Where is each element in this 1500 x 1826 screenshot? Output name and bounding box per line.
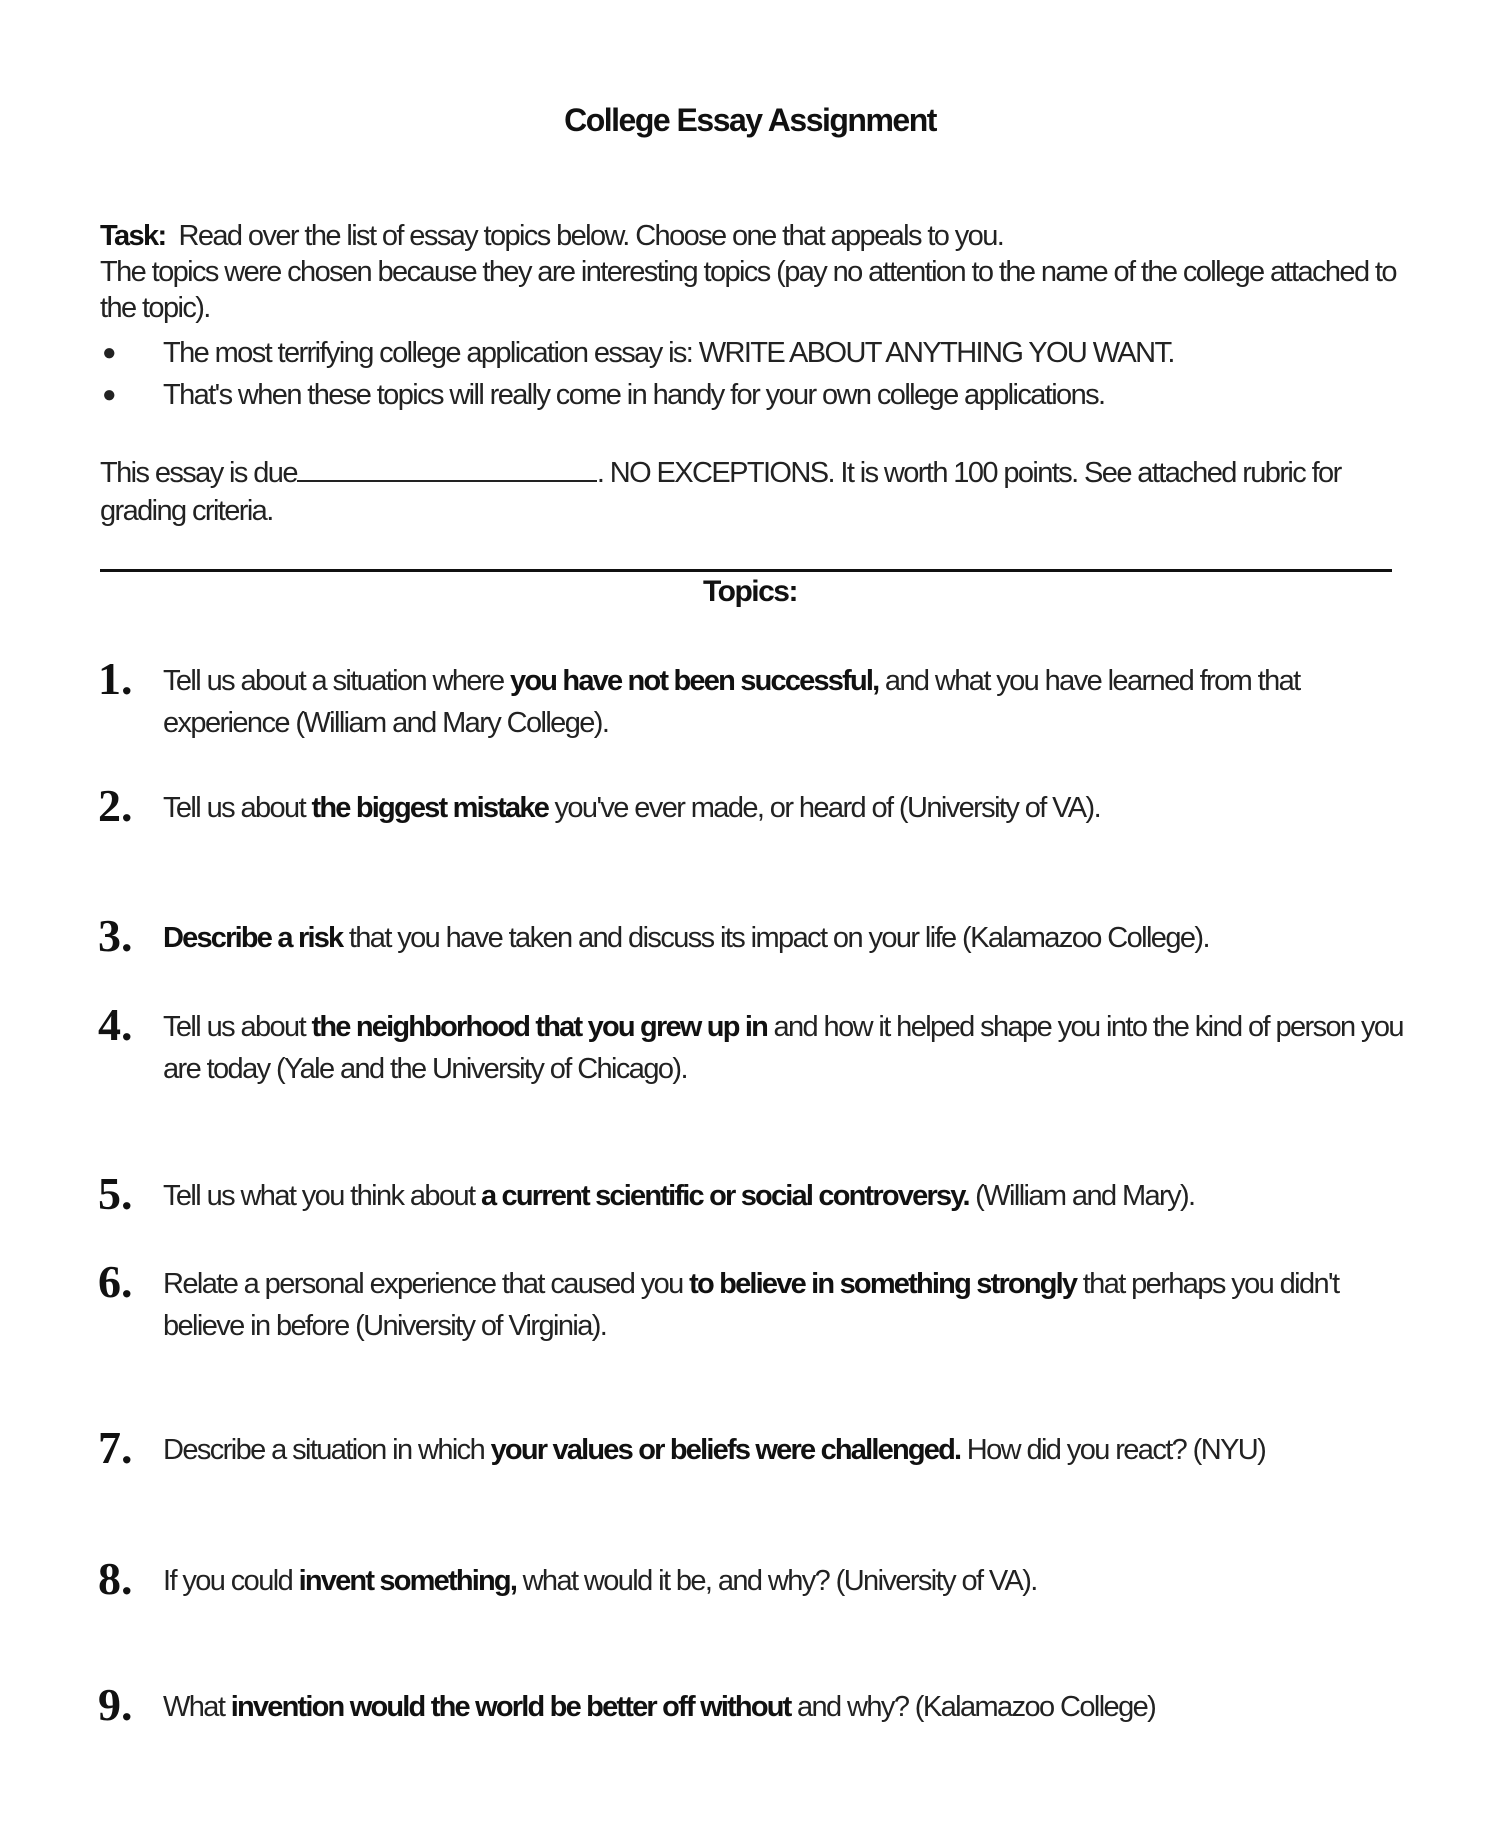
topic-text-post: (William and Mary). <box>968 1180 1195 1212</box>
topic-text-post: and what you have learned from that experience (William and Mary College). <box>163 665 1300 739</box>
topic-text-pre: Tell us about <box>163 1011 312 1043</box>
bullet-icon: ● <box>102 381 115 408</box>
bullet-icon: ● <box>102 339 115 366</box>
topic-text-bold: a current scientific or social controversy. <box>480 1180 969 1212</box>
topic-text <box>163 1006 1408 1090</box>
topic-text <box>163 1560 1408 1602</box>
topic-number: 9. <box>98 1679 133 1730</box>
topic-text <box>163 660 1408 744</box>
section-divider <box>100 569 1392 572</box>
topic-number: 6. <box>98 1256 133 1307</box>
task-paragraph <box>100 218 1400 326</box>
due-date-paragraph <box>100 454 1360 530</box>
topic-text-post: and why? (Kalamazoo College) <box>790 1691 1156 1723</box>
topic-text-bold: the neighborhood that you grew up in <box>311 1011 768 1043</box>
topic-text <box>163 1429 1408 1471</box>
topic-text-pre: Relate a personal experience that caused you <box>163 1268 690 1300</box>
topic-text-bold: your values or beliefs were challenged. <box>490 1434 961 1466</box>
topic-number: 5. <box>98 1168 133 1219</box>
document-title: College Essay Assignment <box>564 102 936 138</box>
due-text-after: . NO EXCEPTIONS. It is worth 100 points. See attached rubric for grading criteria. <box>100 457 1341 527</box>
task-label: Task: <box>100 220 166 252</box>
topic-text <box>163 917 1408 959</box>
bullet-text: That's when these topics will really come in handy for your own college applications. <box>163 379 1105 411</box>
due-text-before: This essay is due <box>100 457 297 489</box>
topic-text-bold: you have not been successful, <box>509 665 879 697</box>
topic-text-bold: invent something, <box>298 1565 517 1597</box>
topic-text <box>163 1263 1408 1347</box>
topic-text-bold: to believe in something strongly <box>689 1268 1077 1300</box>
topic-text-post: that perhaps you didn't believe in before (University of Virginia). <box>163 1268 1339 1342</box>
topic-text-pre: Describe a situation in which <box>163 1434 491 1466</box>
due-date-blank <box>297 454 597 482</box>
topic-text-pre: Tell us about a situation where <box>163 665 510 697</box>
topic-text <box>163 1175 1408 1217</box>
topic-text-post: you've ever made, or heard of (University of VA). <box>548 792 1101 824</box>
topic-number: 3. <box>98 910 133 961</box>
topic-text-bold: the biggest mistake <box>311 792 549 824</box>
topic-text-pre: If you could <box>163 1565 299 1597</box>
topic-text-pre: What <box>163 1691 231 1723</box>
topic-number: 7. <box>98 1422 133 1473</box>
topic-text-pre: Tell us about <box>163 792 312 824</box>
topic-text <box>163 1686 1408 1728</box>
topic-text-post: and how it helped shape you into the kind of person you are today (Yale and the University of Chicago). <box>163 1011 1403 1085</box>
topic-text-bold: invention would the world be better off without <box>230 1691 791 1723</box>
bullet-text: The most terrifying college application essay is: WRITE ABOUT ANYTHING YOU WANT. <box>163 337 1174 369</box>
topics-heading: Topics: <box>703 575 797 608</box>
topic-text-post: what would it be, and why? (University of VA). <box>516 1565 1037 1597</box>
topic-text-post: that you have taken and discuss its impact on your life (Kalamazoo College). <box>342 922 1209 954</box>
topic-text-post: How did you react? (NYU) <box>960 1434 1266 1466</box>
topic-text-bold: Describe a risk <box>163 922 343 954</box>
topic-number: 2. <box>98 780 133 831</box>
topic-number: 8. <box>98 1553 133 1604</box>
topic-number: 1. <box>98 653 133 704</box>
topic-text <box>163 787 1408 829</box>
task-line-1: Read over the list of essay topics below. Choose one that appeals to you. <box>178 220 1004 252</box>
topic-text-pre: Tell us what you think about <box>163 1180 481 1212</box>
topic-number: 4. <box>98 999 133 1050</box>
task-line-2: The topics were chosen because they are interesting topics (pay no attention to the name of the college attached to the topic). <box>100 256 1396 324</box>
